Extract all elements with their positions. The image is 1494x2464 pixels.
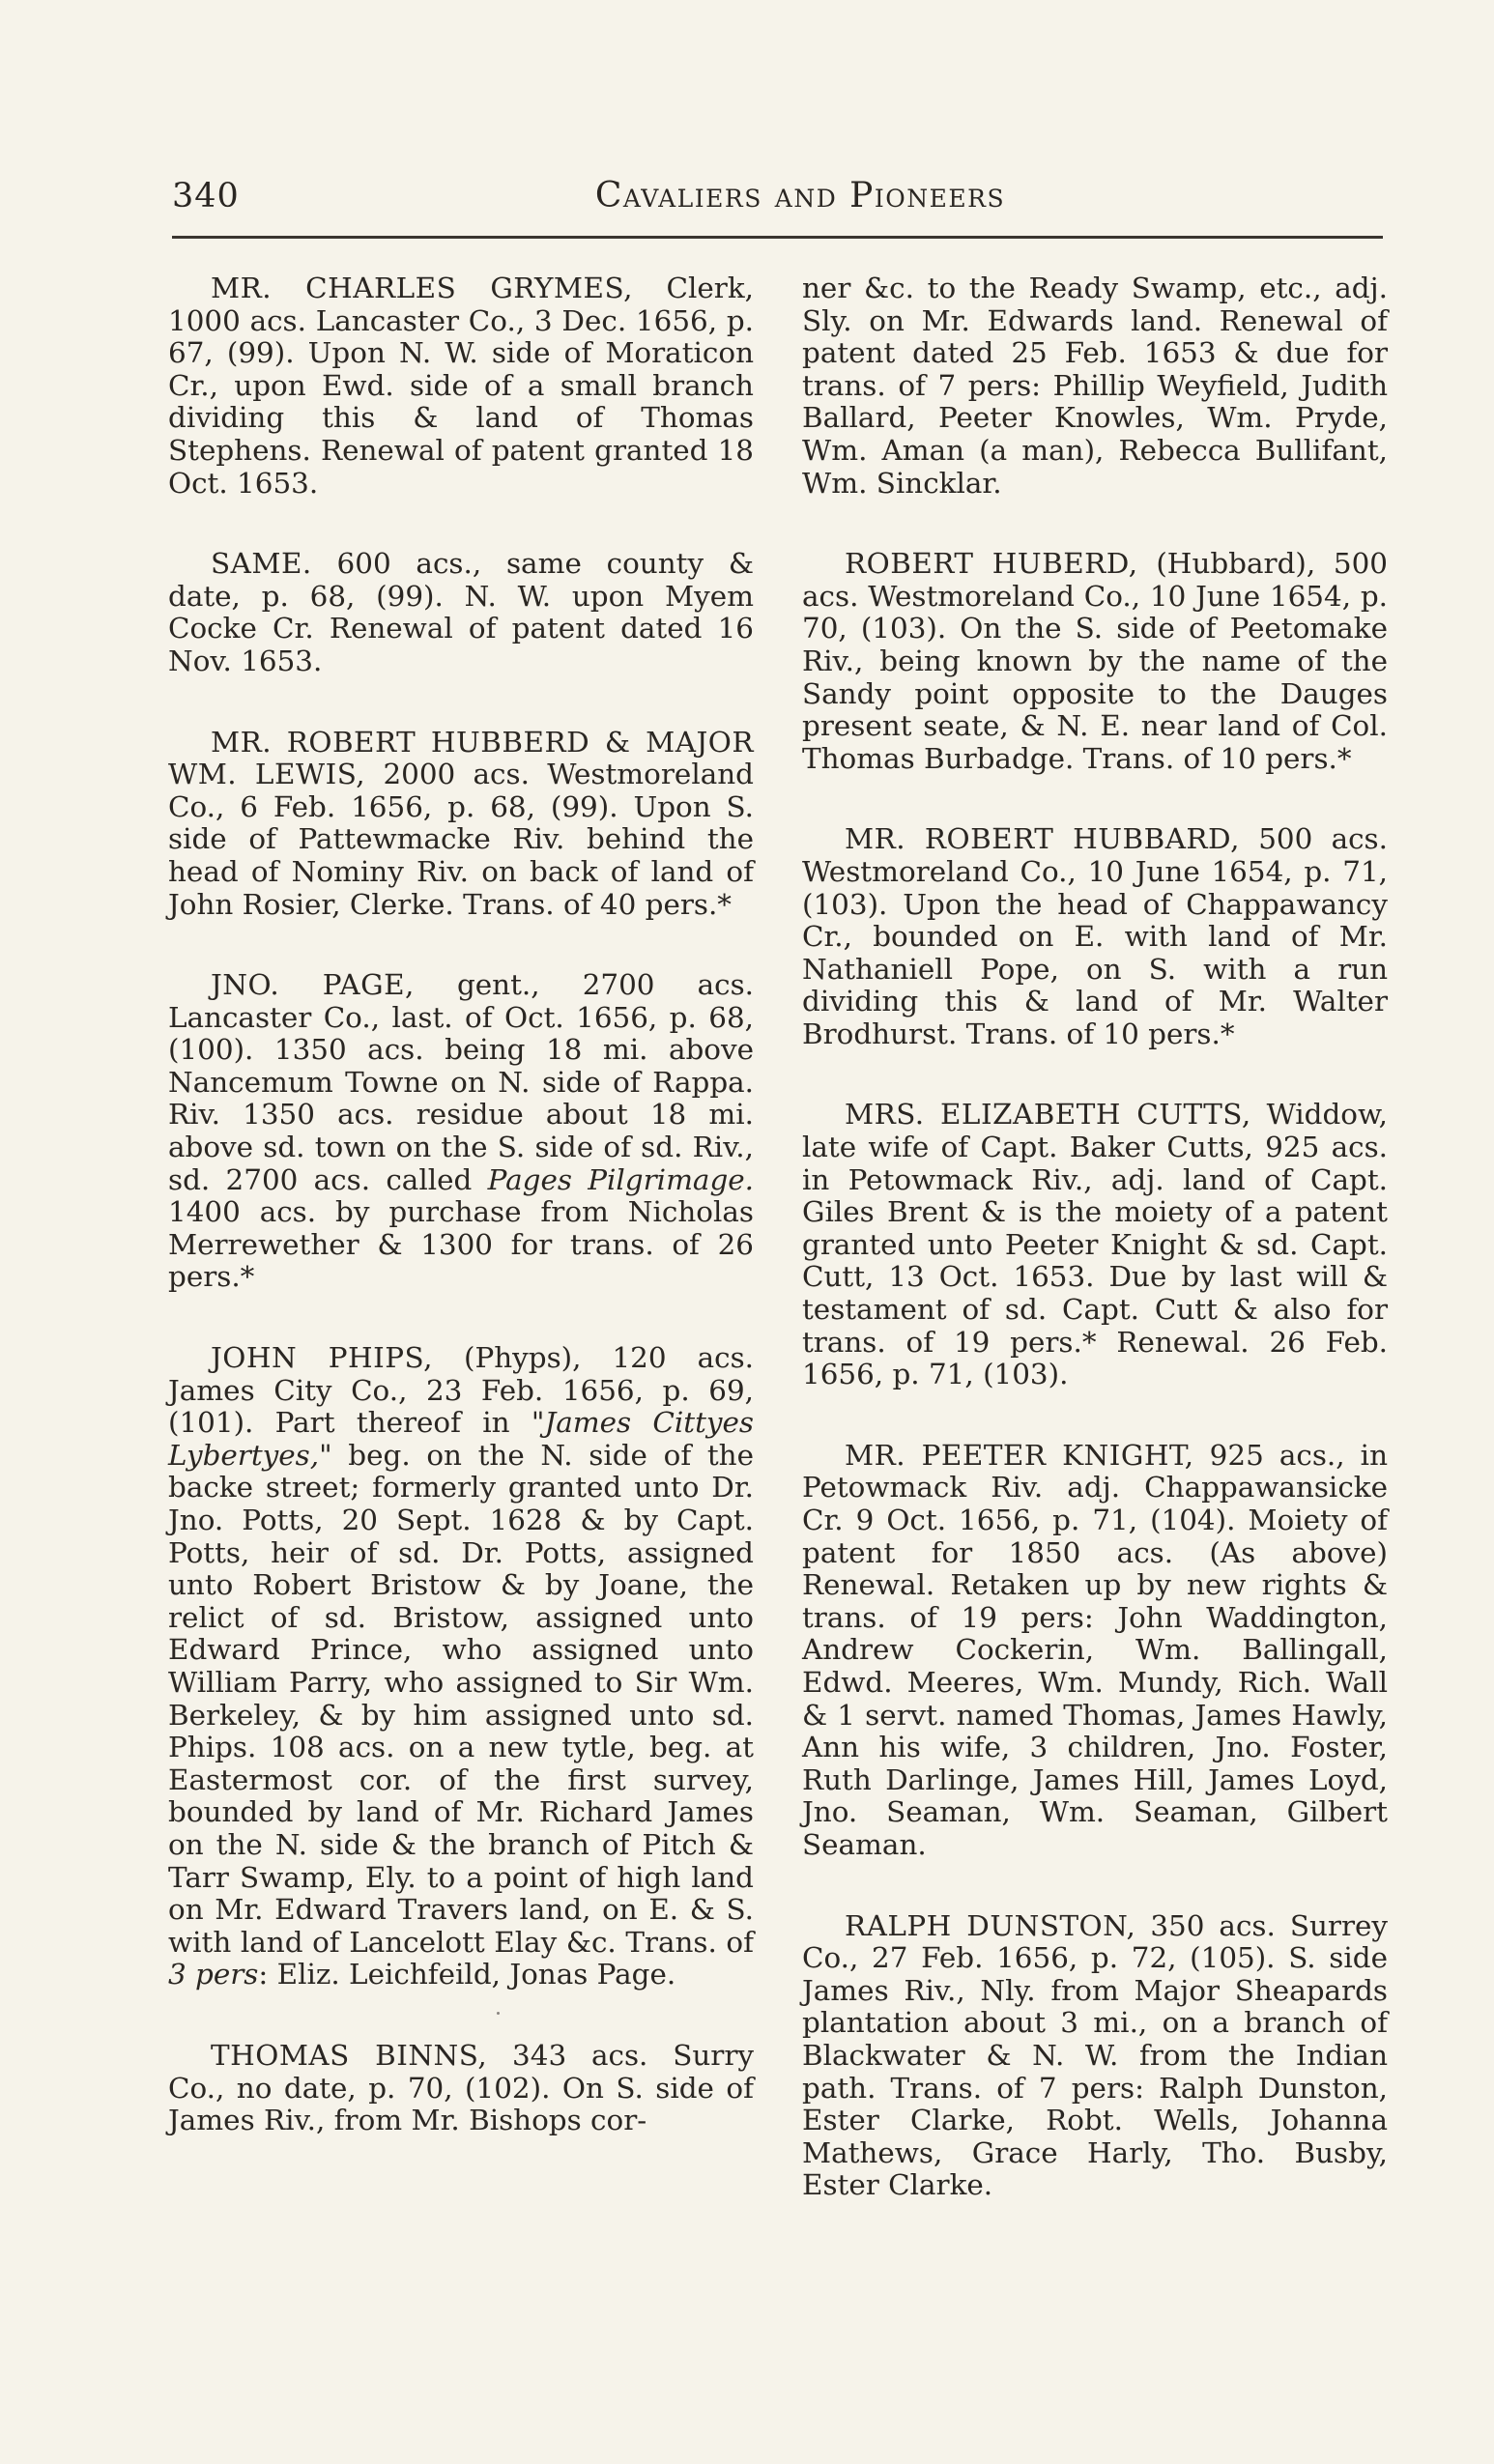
entry-robert-huberd: ROBERT HUBERD, (Hubbard), 500 acs. Westmoreland Co., 10 June 1654, p. 70, (103). On the S. side of Peetomake Riv., being known by the name of the Sandy point opposite to the Dauges present seate, & N. E. near land of Col. Thomas Burbadge. Trans. of 10 pers.* [802,547,1388,775]
header-rule [172,236,1383,239]
entry-thomas-binns: THOMAS BINNS, 343 acs. Surry Co., no date, p. 70, (102). On S. side of James Riv., from Mr. Bishops cor- [168,2038,754,2137]
entry-jno-page: JNO. PAGE, gent., 2700 acs. Lancaster Co., last. of Oct. 1656, p. 68, (100). 1350 acs. being 18 mi. above Nancemum Towne on N. side of Rappa. Riv. 1350 acs. residue about 18 mi. above sd. town on the S. side of sd. Riv., sd. 2700 acs. called Pages Pilgrimage. 1400 acs. by purchase from Nicholas Merrewether & 1300 for trans. of 26 pers.* [168,968,755,1294]
entry-charles-grymes: MR. CHARLES GRYMES, Clerk, 1000 acs. Lancaster Co., 3 Dec. 1656, p. 67, (99). Upon N. W. side of Moraticon Cr., upon Ewd. side of a small branch dividing this & land of Thomas Stephens. Renewal of patent granted 18 Oct. 1653. [168,272,754,500]
entry-peeter-knight: MR. PEETER KNIGHT, 925 acs., in Petowmack Riv. adj. Chappawansicke Cr. 9 Oct. 1656, p. 71, (104). Moiety of patent for 1850 acs. (As above) Renewal. Retaken up by new rights & trans. of 19 pers: John Waddington, Andrew Cockerin, Wm. Ballingall, Edwd. Meeres, Wm. Mundy, Rich. Wall & 1 servt. named Thomas, James Hawly, Ann his wife, 3 children, Jno. Foster, Ruth Darlinge, James Hill, James Loyd, Jno. Seaman, Wm. Seaman, Gilbert Seaman. [802,1438,1388,1861]
entry-john-phips: JOHN PHIPS, (Phyps), 120 acs. James City Co., 23 Feb. 1656, p. 69, (101). Part thereof in "James Cittyes Lybertyes," beg. on the N. side of the backe street; formerly granted unto Dr. Jno. Potts, 20 Sept. 1628 & by Capt. Potts, heir of sd. Dr. Potts, assigned unto Robert Bristow & by Joane, the relict of sd. Bristow, assigned unto Edward Prince, who assigned unto William Parry, who assigned to Sir Wm. Berkeley, & by him assigned unto sd. Phips. 108 acs. on a new tytle, beg. at Eastermost cor. of the first survey, bounded by land of Mr. Richard James on the N. side & the branch of Pitch & Tarr Swamp, Ely. to a point of high land on Mr. Edward Travers land, on E. & S. with land of Lancelott Elay &c. Trans. of 3 pers: Eliz. Leichfeild, Jonas Page. [168,1341,754,1991]
left-column [168,272,754,2186]
entry-hubberd-lewis: MR. ROBERT HUBBERD & MAJOR WM. LEWIS, 2000 acs. Westmoreland Co., 6 Feb. 1656, p. 68, (99). Upon S. side of Pattewmacke Riv. behind the head of Nominy Riv. on back of land of John Rosier, Clerke. Trans. of 40 pers.* [168,725,754,921]
entry-robert-hubbard: MR. ROBERT HUBBARD, 500 acs. Westmoreland Co., 10 June 1654, p. 71, (103). Upon the head of Chappawancy Cr., bounded on E. with land of Mr. Nathaniell Pope, on S. with a run dividing this & land of Mr. Walter Brodhurst. Trans. of 10 pers.* [802,822,1388,1050]
print-speck [497,2012,500,2015]
page-number: 340 [172,177,240,215]
right-column [802,272,1388,2250]
entry-elizabeth-cutts: MRS. ELIZABETH CUTTS, Widdow, late wife of Capt. Baker Cutts, 925 acs. in Petowmack Riv., adj. land of Capt. Giles Brent & is the moiety of a patent granted unto Peeter Knight & sd. Capt. Cutt, 13 Oct. 1653. Due by last will & testament of sd. Capt. Cutt & also for trans. of 19 pers.* Renewal. 26 Feb. 1656, p. 71, (103). [802,1098,1388,1391]
entry-same: SAME. 600 acs., same county & date, p. 68, (99). N. W. upon Myem Cocke Cr. Renewal of patent dated 16 Nov. 1653. [168,547,754,677]
running-title: Cavaliers and Pioneers [594,176,1006,215]
page-header [172,172,1383,220]
entry-ralph-dunston: RALPH DUNSTON, 350 acs. Surrey Co., 27 Feb. 1656, p. 72, (105). S. side James Riv., Nly. from Major Sheapards plantation about 3 mi., on a branch of Blackwater & N. W. from the Indian path. Trans. of 7 pers: Ralph Dunston, Ester Clarke, Robt. Wells, Johanna Mathews, Grace Harly, Tho. Busby, Ester Clarke. [802,1908,1388,2202]
entry-binns-continued: ner &c. to the Ready Swamp, etc., adj. Sly. on Mr. Edwards land. Renewal of patent dated 25 Feb. 1653 & due for trans. of 7 pers: Phillip Weyfield, Judith Ballard, Peeter Knowles, Wm. Pryde, Wm. Aman (a man), Rebecca Bullifant, Wm. Sincklar. [802,272,1388,500]
